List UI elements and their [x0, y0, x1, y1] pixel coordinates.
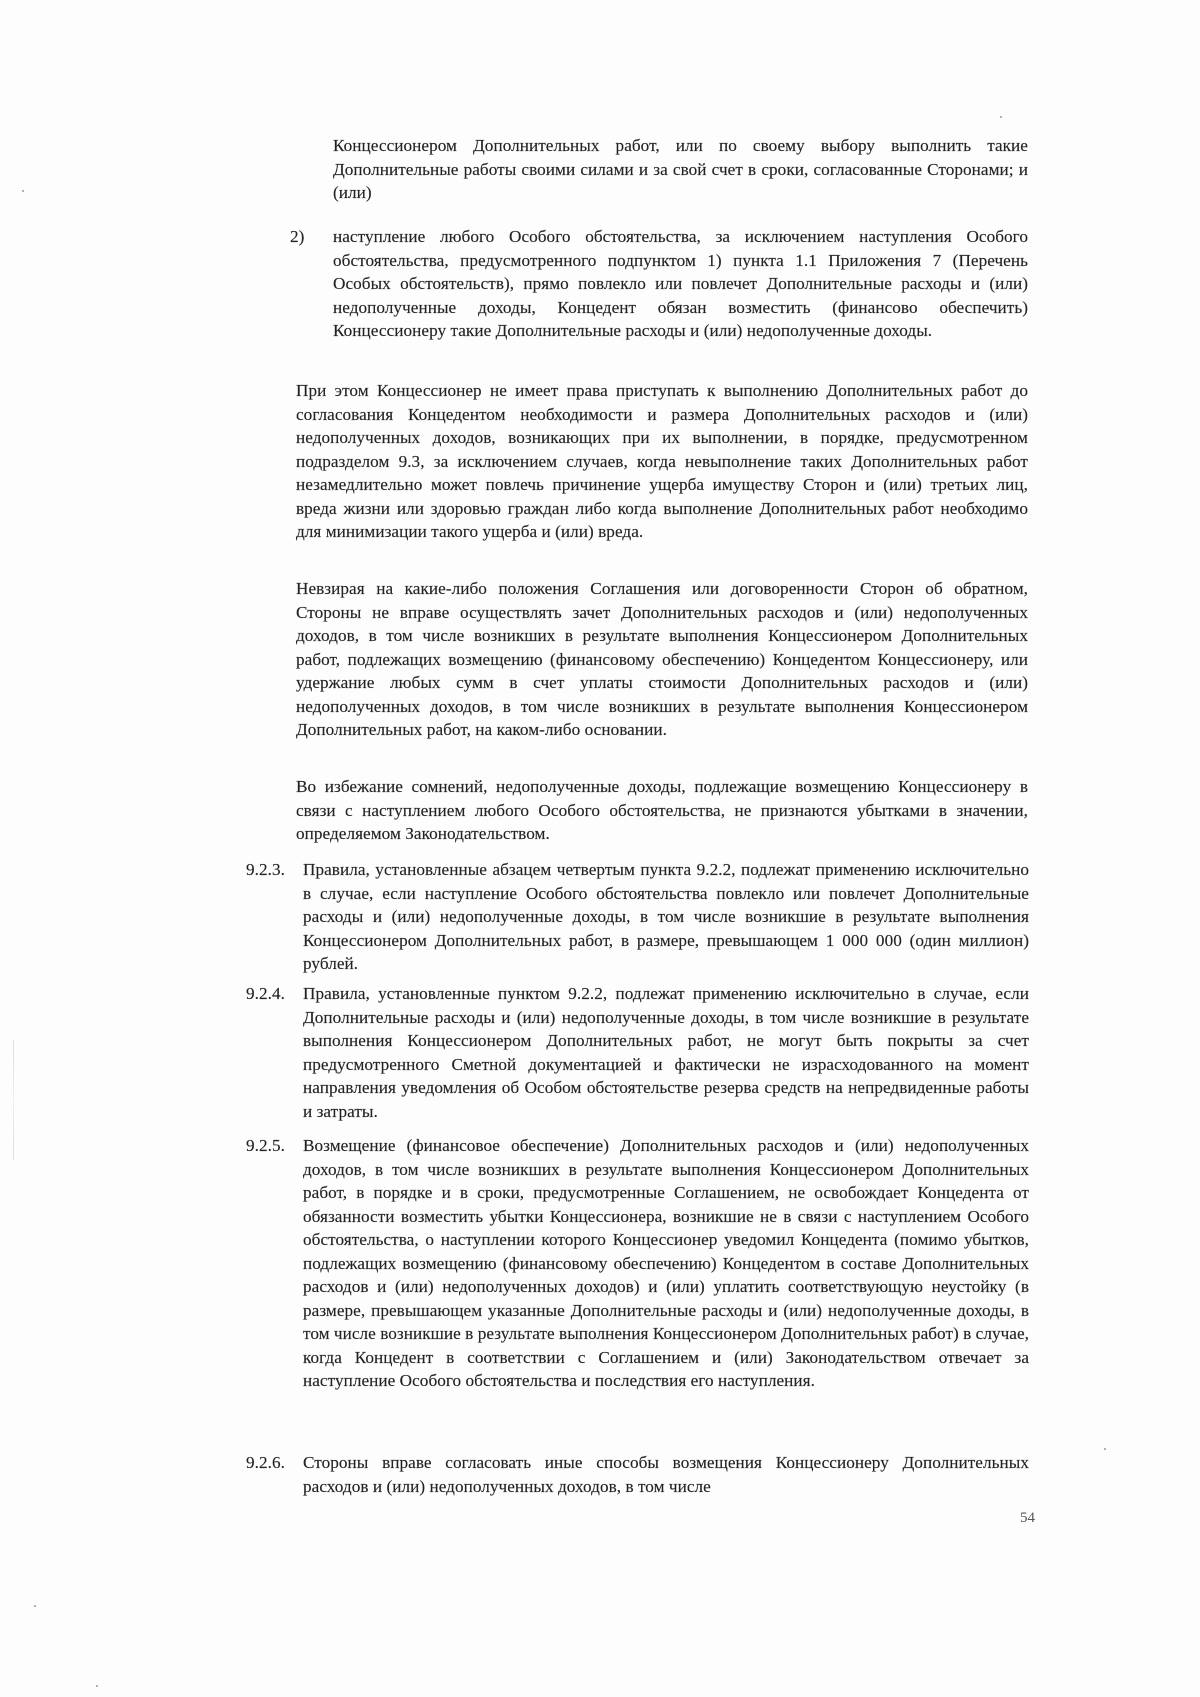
list-item-number: 2): [290, 227, 305, 246]
paragraph-3: Во избежание сомнений, недополученные доходы, подлежащие возмещению Концессионеру в связи с наступлением любого Особого обстоятельства, не признаются убытками в значении, определяемом Законодательством.: [296, 777, 1028, 843]
list-item-2: [290, 225, 1028, 365]
clause-9-2-3: [246, 858, 1029, 973]
clause-text: Правила, установленные пунктом 9.2.2, подлежат применению исключительно в случае, если Дополнительные расходы и (или) недополученные доходы, в том числе возникшие в результате выполнения Концессионером Дополнительных работ, не могут быть покрыты за счет предусмотренного Сметной документацией и фактически не израсходованного на момент направления уведомления об Особом обстоятельстве резерва средств на непредвиденные работы и затраты.: [303, 984, 1029, 1121]
clause-text: Стороны вправе согласовать иные способы возмещения Концессионеру Дополнительных расходов и (или) недополученных доходов, в том числе: [303, 1453, 1029, 1496]
scan-speck: [96, 1685, 98, 1687]
clause-9-2-5: [246, 1134, 1029, 1434]
clause-9-2-6: [246, 1451, 1029, 1501]
clause-number: 9.2.5.: [246, 1136, 285, 1155]
clause-number: 9.2.3.: [246, 860, 285, 879]
scan-speck: [34, 1605, 36, 1607]
clause-number: 9.2.6.: [246, 1453, 285, 1472]
clause-text: Правила, установленные абзацем четвертым пункта 9.2.2, подлежат применению исключительно в случае, если наступление Особого обстоятельства повлекло или повлечет Дополнительные расходы и (или) недополученные доходы, в том числе возникшие в результате выполнения Концессионером Дополнительных работ, в размере, превышающем 1 000 000 (один миллион) рублей.: [303, 860, 1029, 973]
list-item-text: наступление любого Особого обстоятельства, за исключением наступления Особого обстоятельства, предусмотренного подпунктом 1) пункта 1.1 Приложения 7 (Перечень Особых обстоятельств), прямо повлекло или повлечет Дополнительные расходы и (или) недополученные доходы, Концедент обязан возместить (финансово обеспечить) Концессионеру такие Дополнительные расходы и (или) недополученные доходы.: [333, 227, 1028, 340]
scan-speck: [1104, 1448, 1106, 1450]
clause-text: Возмещение (финансовое обеспечение) Дополнительных расходов и (или) недополученных доходов, в том числе возникших в результате выполнения Концессионером Дополнительных работ, в порядке и в сроки, предусмотренные Соглашением, не освобождает Концедента от обязанности возместить убытки Концессионера, возникшие не в связи с наступлением Особого обстоятельства, о наступлении которого Концессионер уведомил Концедента (помимо убытков, подлежащих возмещению (финансовому обеспечению) Концедентом в составе Дополнительных расходов и (или) недополученных доходов) и (или) уплатить соответствующую неустойку (в размере, превышающем указанные Дополнительные расходы и (или) недополученные доходы, в том числе возникшие в результате выполнения Концессионером Дополнительных работ) в случае, когда Концедент в соответствии с Соглашением и (или) Законодательством отвечает за наступление Особого обстоятельства и последствия его наступления.: [303, 1136, 1030, 1390]
clause-number: 9.2.4.: [246, 984, 285, 1003]
paragraph-2: Невзирая на какие-либо положения Соглашения или договоренности Сторон об обратном, Стороны не вправе осуществлять зачет Дополнительных расходов и (или) недополученных доходов, в том числе возникших в результате выполнения Концессионером Дополнительных работ, подлежащих возмещению (финансовому обеспечению) Концедентом Концессионеру, или удержание любых сумм в счет уплаты стоимости Дополнительных расходов и (или) недополученных доходов, в том числе возникших в результате выполнения Концессионером Дополнительных работ, на каком-либо основании.: [296, 579, 1028, 739]
paragraph-1: При этом Концессионер не имеет права приступать к выполнению Дополнительных работ до согласования Концедентом необходимости и размера Дополнительных расходов и (или) недополученных доходов, возникающих при их выполнении, в порядке, предусмотренном подразделом 9.3, за исключением случаев, когда невыполнение таких Дополнительных работ незамедлительно может повлечь причинение ущерба имуществу Сторон и (или) третьих лиц, вреда жизни или здоровью граждан либо когда выполнение Дополнительных работ необходимо для минимизации такого ущерба и (или) вреда.: [296, 381, 1028, 541]
page-number: 54: [1020, 1510, 1035, 1526]
scan-artifact: [13, 1040, 14, 1160]
clause-9-2-4: [246, 982, 1029, 1122]
scan-speck: [22, 190, 24, 192]
scan-speck: [1000, 116, 1002, 118]
continuation-paragraph: Концессионером Дополнительных работ, или по своему выбору выполнить такие Дополнительные работы своими силами и за свой счет в сроки, согласованные Сторонами; и (или): [333, 136, 1028, 202]
